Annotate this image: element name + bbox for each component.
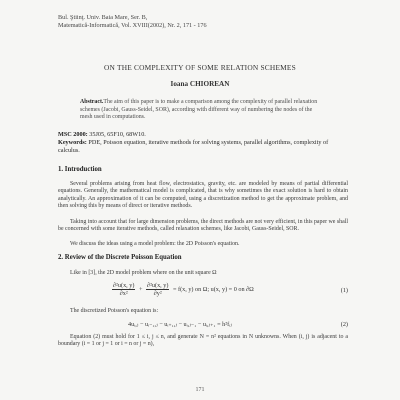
classification-block xyxy=(58,131,348,155)
section-1-paragraph-3: We discuss the ideas using a model problem: the 2D Poisson's equation. xyxy=(70,241,240,247)
equation-1-numerator-y: ∂²u(x, y) xyxy=(147,282,169,289)
paper-author: Ioana CHIOREAN xyxy=(170,80,230,88)
equation-2-body: 4uᵢ,ⱼ − uᵢ₋₁,ⱼ − uᵢ₊₁,ⱼ − uᵢ,ⱼ₋₁ − uᵢ,ⱼ₊₁ = h²fᵢⱼ xyxy=(128,321,232,328)
equation-1-denominator-x: ∂x² xyxy=(119,290,128,297)
equation-1-body xyxy=(110,282,254,297)
section-1-paragraph-2: Taking into account that for large dimension problems, the direct methods are not very efficient, in this paper we shall be concerned with some iterative methods, called relaxation schemes, like Jacobi, Gauss-Seidel, SOR. xyxy=(58,219,348,233)
equation-1 xyxy=(58,282,348,302)
equation-2-number: (2) xyxy=(340,321,348,328)
keywords-text: PDE, Poisson equation, iterative methods for solving systems, parallel algorithms, complexity of calculus. xyxy=(58,139,329,154)
paper-title: ON THE COMPLEXITY OF SOME RELATION SCHEMES xyxy=(104,63,296,72)
equation-1-fraction-y xyxy=(146,282,169,297)
abstract xyxy=(80,99,324,122)
msc-codes: 35J05, 65F10, 68W10. xyxy=(89,131,146,138)
equation-1-fraction-x xyxy=(112,282,135,297)
page-number: 171 xyxy=(195,387,205,393)
abstract-text: The aim of this paper is to make a comparison among the complexity of parallel relaxation schemes (Jacobi, Gauss-Seidel, SOR), according with different way of numbering the nodes of the mesh used in computations. xyxy=(80,99,318,121)
journal-line-1: Bul. Ştiinţ. Univ. Baia Mare, Ser. B, xyxy=(58,14,148,21)
section-2-paragraph-2: The discretized Poisson's equation is: xyxy=(70,308,159,314)
equation-1-number: (1) xyxy=(340,287,348,294)
section-1-paragraph-1: Several problems arising from heat flow, electrostatics, gravity, etc. are modeled by means of partial differential equations. Generally, the mathematical model is complicated, that is why sometimes the exact solution is hard to obtain analytically. An approximation of it can be computed, using a discretization method to get the approximate problem, and then solving this by means of direct or iterative methods. xyxy=(58,181,348,210)
section-1-title: 1. Introduction xyxy=(58,166,102,173)
section-2-title: 2. Review of the Discrete Poisson Equation xyxy=(58,254,182,261)
keywords-label: Keywords: xyxy=(58,139,87,146)
equation-1-denominator-y: ∂y² xyxy=(153,290,162,297)
abstract-label: Abstract. xyxy=(80,99,104,105)
equation-2 xyxy=(58,321,348,331)
msc-label: MSC 2000: xyxy=(58,131,88,138)
journal-line-2: Matematică-Informatică, Vol. XVIII(2002), Nr. 2, 171 - 176 xyxy=(58,22,207,29)
equation-1-rhs: = f(x, y) on Ω; u(x, y) = 0 on ∂Ω xyxy=(172,285,254,293)
journal-header xyxy=(58,14,207,30)
equation-1-plus: + xyxy=(138,285,143,293)
equation-1-numerator-x: ∂²u(x, y) xyxy=(113,282,135,289)
section-2-paragraph-1: Like in [3], the 2D model problem where on the unit square Ω xyxy=(70,270,217,276)
section-2-paragraph-3: Equation (2) must hold for 1 ≤ i, j ≤ n, and generate N = n² equations in N unknowns. When (i, j) is adjacent to a boundary (i = 1 or j = 1 or i = n or j = n), xyxy=(58,334,348,348)
